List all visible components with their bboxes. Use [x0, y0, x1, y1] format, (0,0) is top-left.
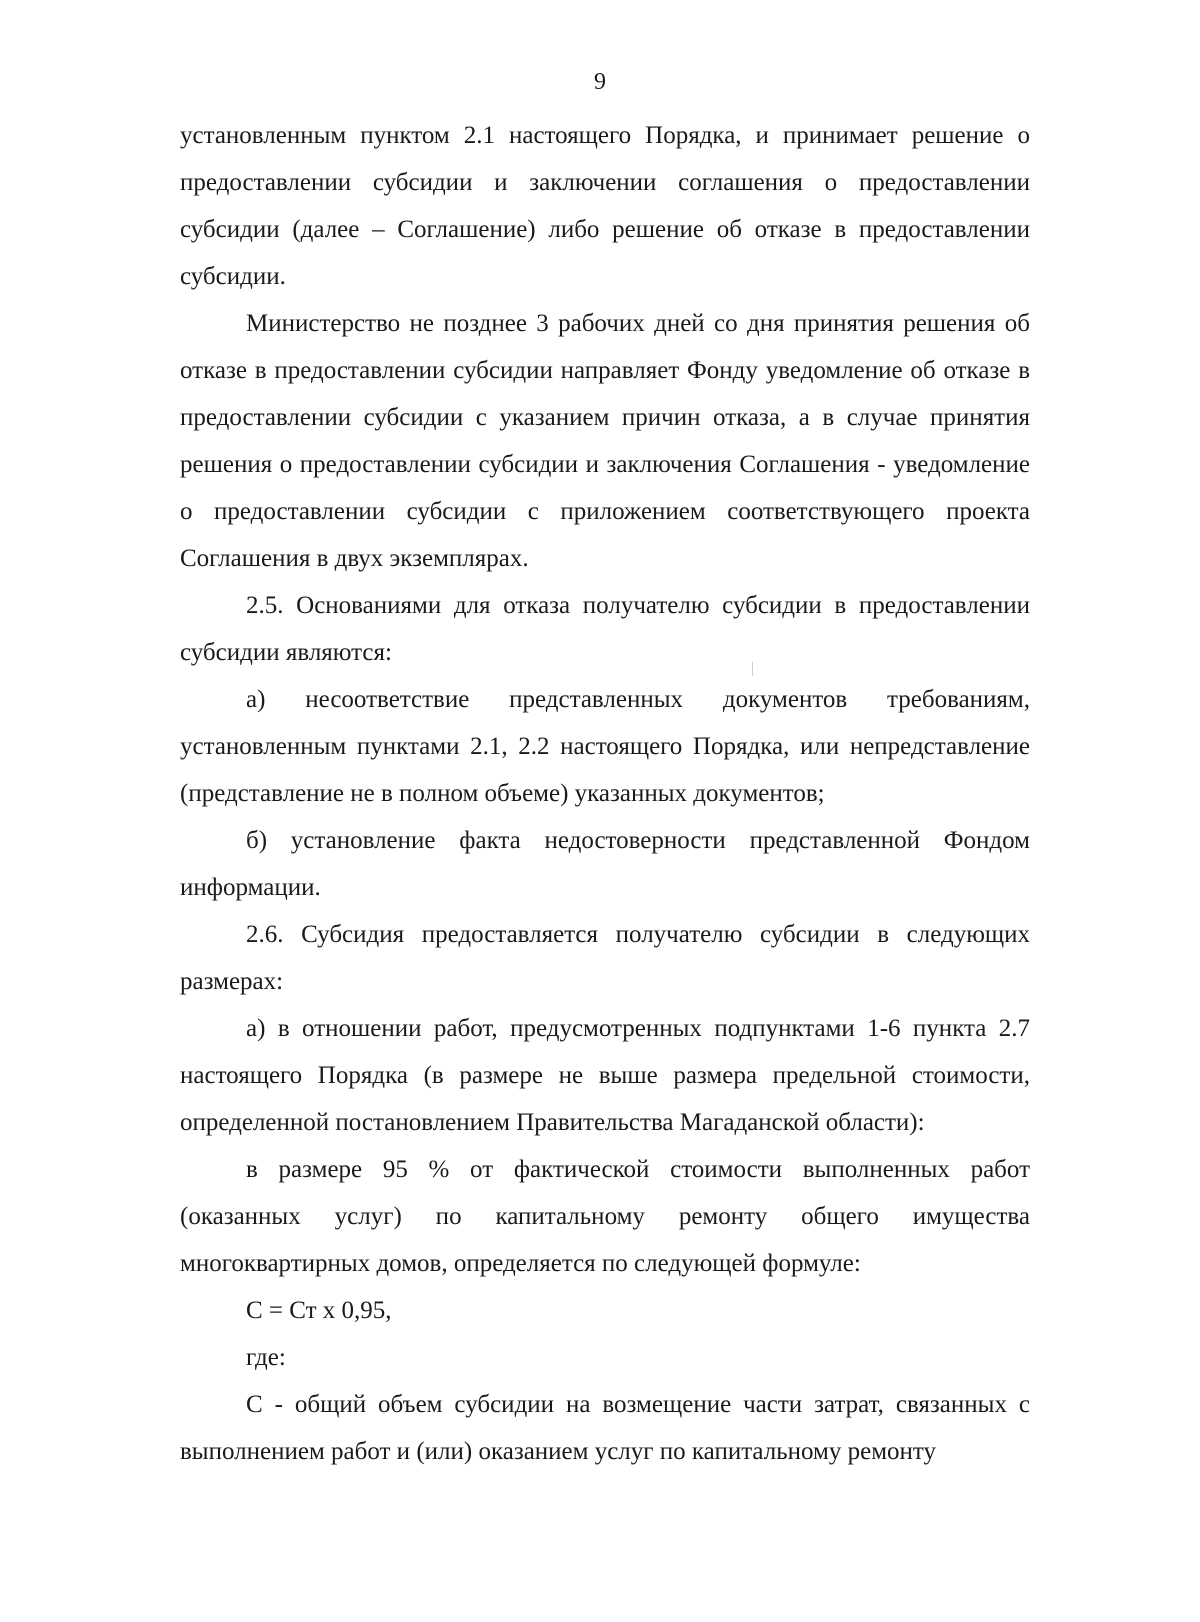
paragraph-ministry-notice: Министерство не позднее 3 рабочих дней со дня принятия решения об отказе в предоставлении субсидии направляет Фонду уведомление об отказе в предоставлении субсидии с указанием причин отказа, а в случае принятия решения о предоставлении субсидии и заключения Соглашения - уведомление о предоставлении субсидии с приложением соответствующего проекта Соглашения в двух экземплярах.: [180, 310, 1030, 572]
formula-where: где:: [246, 1344, 286, 1371]
page-number: 9: [594, 69, 606, 95]
paragraph-2-5-a: а) несоответствие представленных документов требованиям, установленным пунктами 2.1, 2.2 настоящего Порядка, или непредставление (представление не в полном объеме) указанных документов;: [180, 686, 1030, 807]
paragraph-95-percent: в размере 95 % от фактической стоимости выполненных работ (оказанных услуг) по капитальному ремонту общего имущества многоквартирных домов, определяется по следующей формуле:: [180, 1156, 1030, 1277]
paragraph-2-6-a: а) в отношении работ, предусмотренных подпунктами 1-6 пункта 2.7 настоящего Порядка (в размере не выше размера предельной стоимости, определенной постановлением Правительства Магаданской области):: [180, 1015, 1030, 1136]
paragraph-2-5-b: б) установление факта недостоверности представленной Фондом информации.: [180, 827, 1030, 901]
paragraph-continuation: установленным пунктом 2.1 настоящего Порядка, и принимает решение о предоставлении субсидии и заключении соглашения о предоставлении субсидии (далее – Соглашение) либо решение об отказе в предоставлении субсидии.: [180, 122, 1030, 290]
document-body: [180, 112, 1030, 1475]
paragraph-c-definition: С - общий объем субсидии на возмещение части затрат, связанных с выполнением работ и (или) оказанием услуг по капитальному ремонту: [180, 1391, 1030, 1465]
formula: С = Ст х 0,95,: [246, 1297, 392, 1324]
paragraph-2-6: 2.6. Субсидия предоставляется получателю субсидии в следующих размерах:: [180, 921, 1030, 995]
paragraph-2-5: 2.5. Основаниями для отказа получателю субсидии в предоставлении субсидии являются:: [180, 592, 1030, 666]
